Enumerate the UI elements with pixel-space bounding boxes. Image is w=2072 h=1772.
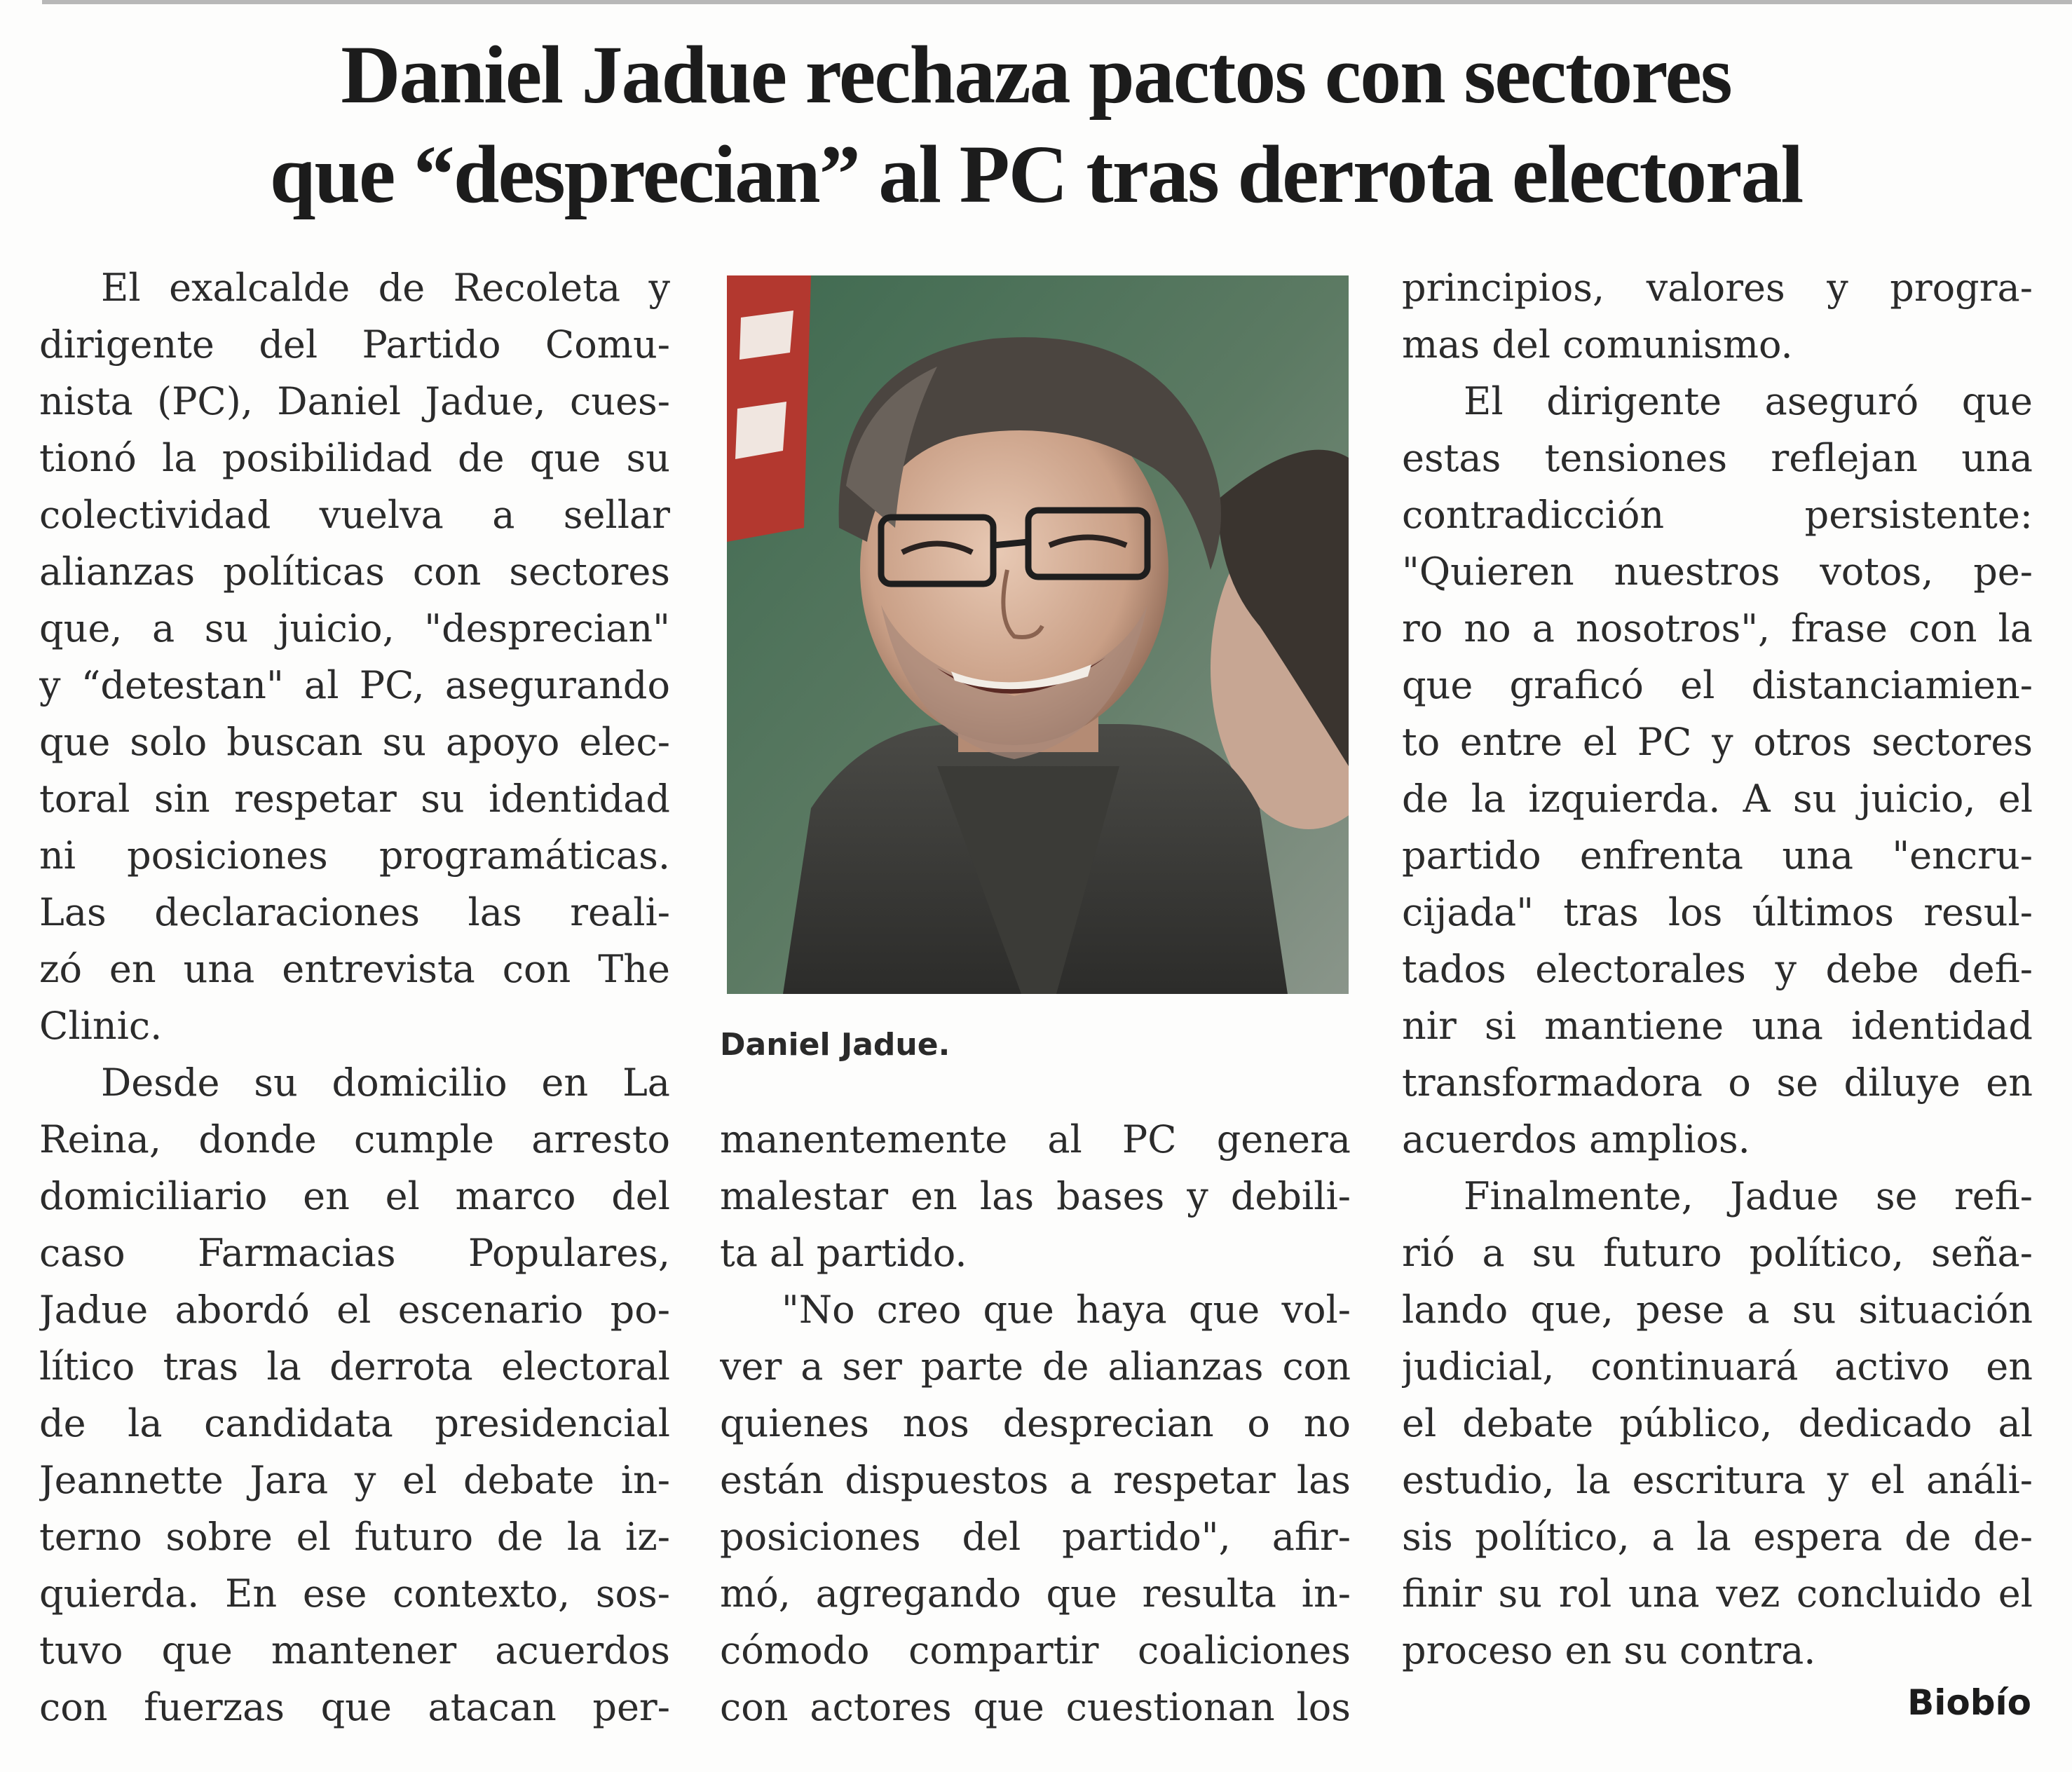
text-line: ver a ser parte de alianzas con: [720, 1344, 1351, 1389]
text-line: nista (PC), Daniel Jadue, cues-: [39, 379, 670, 423]
text-line: to entre el PC y otros sectores: [1402, 720, 2033, 764]
text-line: tados electorales y debe defi-: [1402, 947, 2033, 991]
article-column-right: [1402, 259, 2033, 1679]
text-line: de la izquierda. A su juicio, el: [1402, 777, 2033, 821]
text-line: caso Farmacias Populares,: [39, 1231, 670, 1275]
text-line: proceso en su contra.: [1402, 1628, 1816, 1672]
text-line: el debate público, dedicado al: [1402, 1401, 2033, 1445]
text-line: estudio, la escritura y el análi-: [1402, 1458, 2033, 1502]
text-line: quienes nos desprecian o no: [720, 1401, 1351, 1445]
text-line: Desde su domicilio en La: [101, 1061, 670, 1105]
text-line: posiciones del partido", afir-: [720, 1515, 1351, 1559]
text-line: "Quieren nuestros votos, pe-: [1402, 550, 2033, 594]
text-line: ta al partido.: [720, 1231, 967, 1275]
text-line: finir su rol una vez concluido el: [1402, 1572, 2033, 1616]
text-line: toral sin respetar su identidad: [39, 777, 670, 821]
text-line: cijada" tras los últimos resul-: [1402, 890, 2033, 934]
text-line: de la candidata presidencial: [39, 1401, 670, 1445]
text-line: lítico tras la derrota electoral: [39, 1344, 670, 1389]
text-line: Jadue abordó el escenario po-: [39, 1288, 670, 1332]
text-line: nir si mantiene una identidad: [1402, 1004, 2033, 1048]
text-line: dirigente del Partido Comu-: [39, 322, 670, 367]
text-line: ni posiciones programáticas.: [39, 833, 670, 878]
photo-caption: Daniel Jadue.: [720, 1027, 950, 1063]
text-line: están dispuestos a respetar las: [720, 1458, 1351, 1502]
text-line: El dirigente aseguró que: [1464, 379, 2033, 423]
text-line: estas tensiones reflejan una: [1402, 436, 2033, 480]
article-column-left: [39, 259, 670, 1736]
text-line: alianzas políticas con sectores: [39, 550, 670, 594]
text-line: mas del comunismo.: [1402, 322, 1793, 367]
text-line: Jeannette Jara y el debate in-: [39, 1458, 670, 1502]
text-line: con actores que cuestionan los: [720, 1685, 1351, 1729]
text-line: colectividad vuelva a sellar: [39, 493, 670, 537]
source-credit: Biobío: [1907, 1682, 2031, 1723]
text-line: principios, valores y progra-: [1402, 266, 2033, 310]
text-line: y “detestan" al PC, asegurando: [39, 663, 670, 707]
text-line: domiciliario en el marco del: [39, 1174, 670, 1218]
text-line: Las declaraciones las reali-: [39, 890, 670, 934]
portrait-photo: [727, 275, 1349, 994]
text-line: Clinic.: [39, 1004, 163, 1048]
text-line: El exalcalde de Recoleta y: [101, 266, 670, 310]
top-rule: [42, 0, 2072, 4]
text-line: tionó la posibilidad de que su: [39, 436, 670, 480]
text-line: judicial, continuará activo en: [1402, 1344, 2033, 1389]
text-line: tuvo que mantener acuerdos: [39, 1628, 670, 1672]
text-line: partido enfrenta una "encru-: [1402, 833, 2033, 878]
headline-line-1: Daniel Jadue rechaza pactos con sectores: [341, 29, 1731, 121]
text-line: sis político, a la espera de de-: [1402, 1515, 2033, 1559]
text-line: zó en una entrevista con The: [39, 947, 670, 991]
headline-line-2: que “desprecian” al PC tras derrota electoral: [269, 128, 1803, 220]
text-line: quierda. En ese contexto, sos-: [39, 1572, 670, 1616]
text-line: Reina, donde cumple arresto: [39, 1117, 670, 1161]
text-line: terno sobre el futuro de la iz-: [39, 1515, 670, 1559]
portrait-illustration: [727, 275, 1349, 994]
text-line: lando que, pese a su situación: [1402, 1288, 2033, 1332]
text-line: mó, agregando que resulta in-: [720, 1572, 1351, 1616]
text-line: "No creo que haya que vol-: [782, 1288, 1351, 1332]
text-line: cómodo compartir coaliciones: [720, 1628, 1351, 1672]
text-line: transformadora o se diluye en: [1402, 1061, 2033, 1105]
text-line: contradicción persistente:: [1402, 493, 2033, 537]
text-line: que, a su juicio, "desprecian": [39, 606, 670, 650]
text-line: malestar en las bases y debili-: [720, 1174, 1351, 1218]
text-line: rió a su futuro político, seña-: [1402, 1231, 2033, 1275]
text-line: acuerdos amplios.: [1402, 1117, 1750, 1161]
text-line: manentemente al PC genera: [720, 1117, 1351, 1161]
text-line: que solo buscan su apoyo elec-: [39, 720, 670, 764]
text-line: ro no a nosotros", frase con la: [1402, 606, 2033, 650]
text-line: con fuerzas que atacan per-: [39, 1685, 670, 1729]
article-column-middle: [720, 1111, 1351, 1736]
text-line: Finalmente, Jadue se refi-: [1464, 1174, 2033, 1218]
text-line: que graficó el distanciamien-: [1402, 663, 2033, 707]
